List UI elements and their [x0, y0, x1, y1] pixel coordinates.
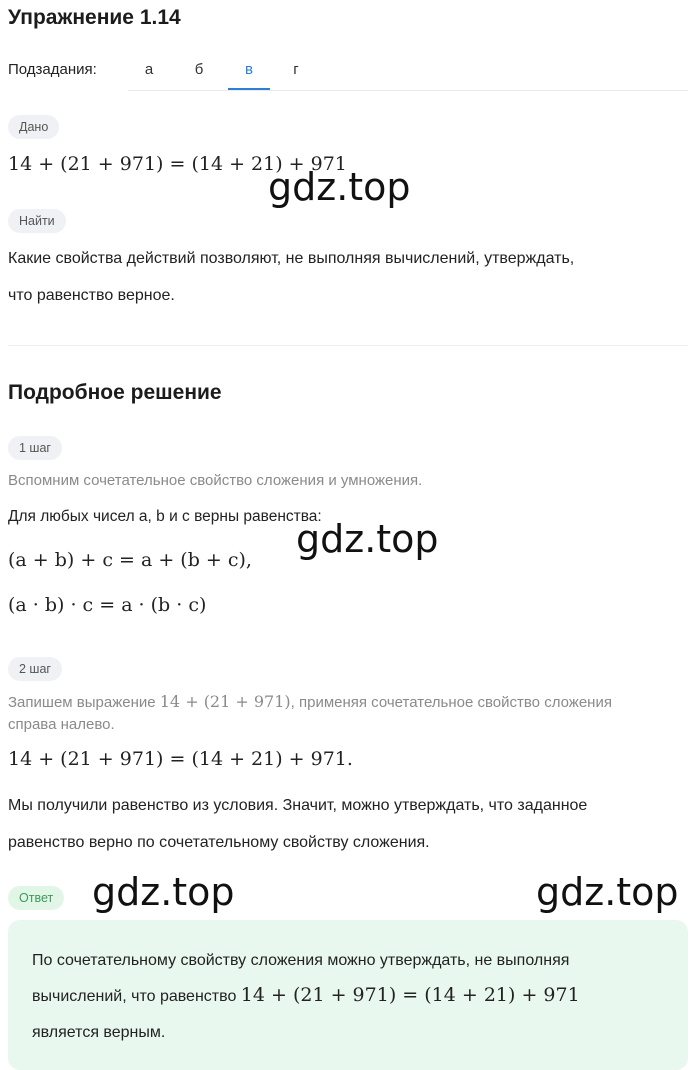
- tab-g[interactable]: г: [293, 61, 299, 78]
- given-equation: 14 + (21 + 971) = (14 + 21) + 971: [8, 153, 347, 175]
- step2-hint-line2: справа налево.: [8, 716, 115, 733]
- step2-hint-before: Запишем выражение: [8, 694, 156, 711]
- watermark: gdz.top: [92, 870, 235, 914]
- step1-chip: 1 шаг: [8, 436, 62, 460]
- step1-hint: Вспомним сочетательное свойство сложения и умножения.: [8, 472, 423, 489]
- step2-hint-math: 14 + (21 + 971): [159, 692, 291, 711]
- answer-line2-text: вычислений, что равенство: [32, 988, 237, 1005]
- answer-chip: Ответ: [8, 886, 64, 910]
- step2-text-line2: равенство верно по сочетательному свойству сложения.: [8, 834, 430, 851]
- tab-b[interactable]: б: [194, 61, 204, 78]
- section-divider: [8, 345, 688, 346]
- page-title: Упражнение 1.14: [8, 6, 181, 29]
- subtask-tabs: [128, 52, 688, 91]
- step2-equation: 14 + (21 + 971) = (14 + 21) + 971.: [8, 748, 353, 770]
- step2-text-line1: Мы получили равенство из условия. Значит, можно утверждать, что заданное: [8, 797, 588, 814]
- tab-a[interactable]: а: [144, 61, 154, 78]
- watermark: gdz.top: [536, 870, 679, 914]
- step1-formula-product: (a · b) · c = a · (b · c): [8, 594, 207, 616]
- answer-line1: По сочетательному свойству сложения можно утверждать, не выполняя: [32, 952, 570, 969]
- step2-hint-after: , применяя сочетательное свойство сложения: [290, 694, 612, 711]
- step2-hint-line1: [8, 692, 612, 711]
- watermark: gdz.top: [296, 517, 439, 561]
- watermark: gdz.top: [268, 165, 411, 209]
- given-chip: Дано: [8, 115, 59, 139]
- answer-box: [8, 920, 688, 1070]
- tab-v[interactable]: в: [228, 52, 270, 90]
- step2-chip: 2 шаг: [8, 657, 62, 681]
- answer-line3: является верным.: [32, 1024, 166, 1041]
- find-text-line1: Какие свойства действий позволяют, не выполняя вычислений, утверждать,: [8, 250, 575, 267]
- find-chip: Найти: [8, 209, 66, 233]
- answer-equation: 14 + (21 + 971) = (14 + 21) + 971: [240, 984, 580, 1006]
- answer-line2: [32, 984, 580, 1006]
- solution-heading: Подробное решение: [8, 381, 222, 404]
- step1-formula-sum: (a + b) + c = a + (b + c),: [8, 549, 252, 571]
- step1-text: Для любых чисел a, b и c верны равенства:: [8, 508, 322, 525]
- subtasks-label: Подзадания:: [8, 61, 97, 78]
- find-text-line2: что равенство верное.: [8, 287, 175, 304]
